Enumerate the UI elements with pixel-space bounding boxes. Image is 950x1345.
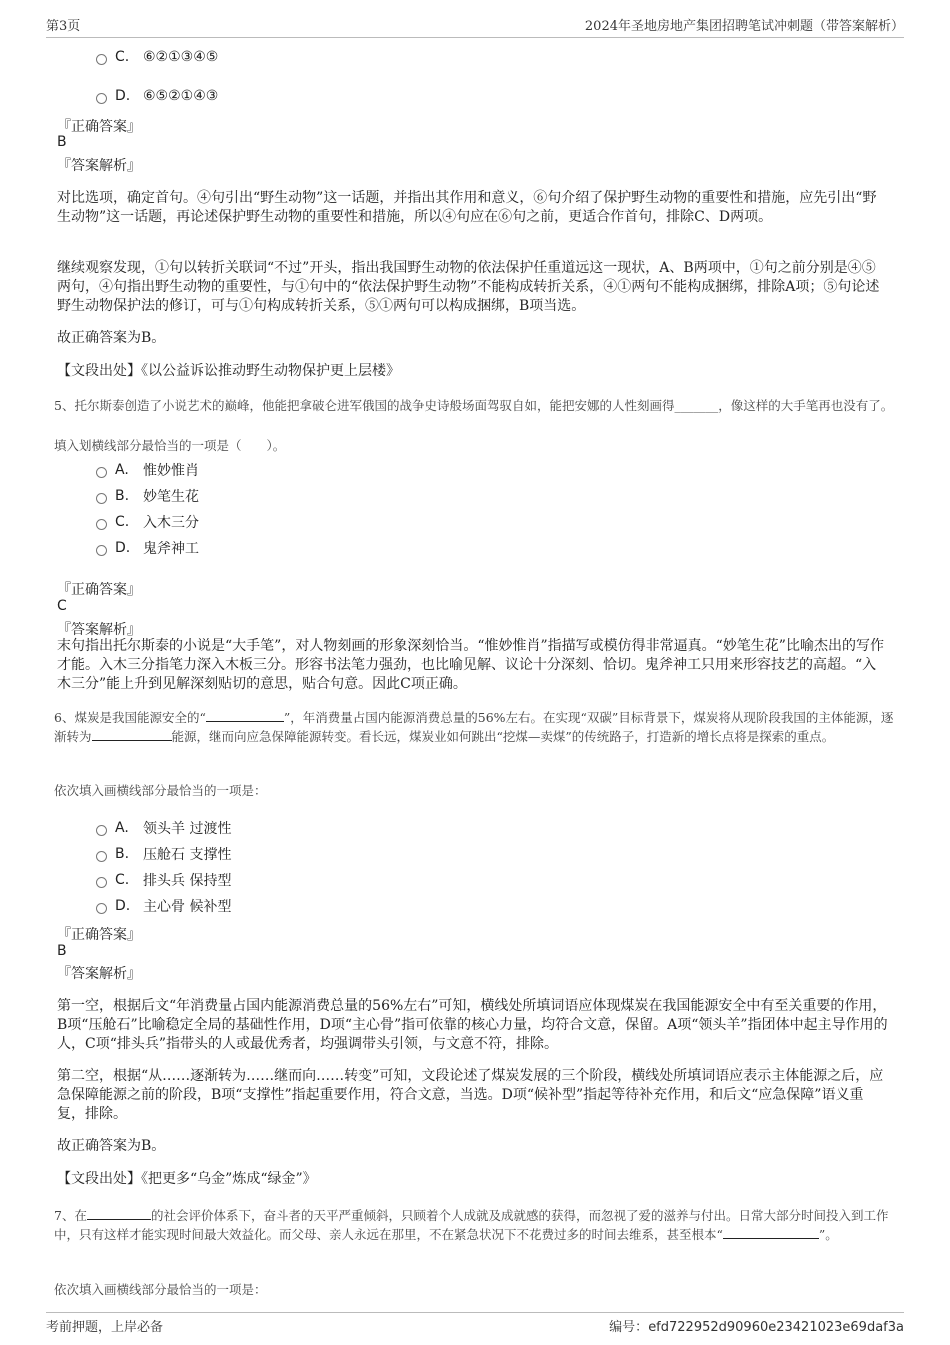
q5-option-d[interactable]: D. 鬼斧神工 xyxy=(96,538,199,558)
document-code: 编号：efd722952d90960e23421023e69daf3a xyxy=(609,1320,904,1335)
page-number: 第3页 xyxy=(46,19,81,34)
radio-icon[interactable] xyxy=(96,519,107,530)
radio-icon[interactable] xyxy=(96,54,107,65)
q5-option-a[interactable]: A. 惟妙惟肖 xyxy=(96,460,199,480)
q4-option-c[interactable]: C. ⑥②①③④⑤ xyxy=(96,49,218,65)
q4-answer-label: 『正确答案』 xyxy=(57,119,141,135)
q6-source xyxy=(57,1170,889,1189)
q4-option-d[interactable]: D. ⑥⑤②①④③ xyxy=(96,88,218,104)
q6-blank-2 xyxy=(92,727,172,741)
q5-blank: _______ xyxy=(674,398,719,413)
radio-icon[interactable] xyxy=(96,545,107,556)
q5-analysis: 末句指出托尔斯泰的小说是“大手笔”，对人物刻画的形象深刻恰当。“惟妙惟肖”指描写或模仿得非常逼真。“妙笔生花”比喻杰出的写作才能。入木三分指笔力深入木板三分。形容书法笔力强劲，也比喻见解、议论十分深刻、恰切。鬼斧神工只用来形容技艺的高超。“入木三分”能上升到见解深刻贴切的意思，贴合句意。因此C项正确。 xyxy=(57,638,884,692)
q6-answer: B xyxy=(57,943,67,959)
q6-prompt: 依次填入画横线部分最恰当的一项是： xyxy=(54,783,267,798)
radio-icon[interactable] xyxy=(96,903,107,914)
source-label: 【文段出处】 xyxy=(57,1171,141,1187)
q6-analysis-p2: 第二空，根据“从……逐渐转为……继而向……转变”可知，文段论述了煤炭发展的三个阶段，横线处所填词语应表示主体能源之后，应急保障能源之前的阶段，B项“支撑性”指起重要作用，符合文意，当选。D项“候补型”指起等待补充作用，和后文“应急保障”语义重复，排除。 xyxy=(57,1068,884,1122)
radio-icon[interactable] xyxy=(96,877,107,888)
q5-stem: 5、托尔斯泰创造了小说艺术的巅峰，他能把拿破仑进军俄国的战争史诗般场面驾驭自如，能把安娜的人性刻画得_______，像这样的大手笔再也没有了。 xyxy=(54,398,894,413)
q6-answer-label: 『正确答案』 xyxy=(57,927,141,943)
q6-analysis-p1: 第一空，根据后文“年消费量占国内能源消费总量的56%左右”可知，横线处所填词语应体现煤炭在我国能源安全中有至关重要的作用，B项“压舱石”比喻稳定全局的基础性作用，D项“主心骨”指可依靠的核心力量，均符合文意，保留。A项“领头羊”指团体中起主导作用的人，C项“排头兵”指带头的人或最优秀者，均强调带头引领，与文意不符，排除。 xyxy=(57,998,888,1052)
q7-prompt: 依次填入画横线部分最恰当的一项是： xyxy=(54,1282,267,1297)
q4-analysis-p1: 对比选项，确定首句。④句引出“野生动物”这一话题，并指出其作用和意义，⑥句介绍了保护野生动物的重要性和措施，应先引出“野生动物”这一话题，再论述保护野生动物的重要性和措施，所以④句应在⑥句之前，更适合作首句，排除C、D两项。 xyxy=(57,190,877,225)
q5-analysis-label: 『答案解析』 xyxy=(57,622,141,638)
radio-icon[interactable] xyxy=(96,493,107,504)
q5-option-b[interactable]: B. 妙笔生花 xyxy=(96,486,199,506)
q4-source xyxy=(57,362,889,381)
q7-blank-2 xyxy=(723,1225,819,1239)
q7-blank-1 xyxy=(87,1206,151,1220)
q7-stem: 7、在 的社会评价体系下，奋斗者的天平严重倾斜，只顾着个人成就及成就感的获得，而忽视了爱的滋养与付出。日常大部分时间投入到工作中，只有这样才能实现时间最大效益化。而父母、亲人永远在那里，不在紧急状况下不花费过多的时间去维系，甚至根本“ ”。 xyxy=(54,1208,889,1242)
q4-analysis-p3: 故正确答案为B。 xyxy=(57,330,166,346)
source-label: 【文段出处】 xyxy=(57,363,141,379)
q6-option-a[interactable]: A. 领头羊 过渡性 xyxy=(96,818,231,838)
q6-blank-1 xyxy=(206,708,284,722)
footer-slogan: 考前押题，上岸必备 xyxy=(46,1320,164,1335)
q6-stem: 6、煤炭是我国能源安全的“ ”，年消费量占国内能源消费总量的56%左右。在实现“双碳”目标背景下，煤炭将从现阶段我国的主体能源，逐渐转为 能源，继而向应急保障能源转变。看长远，煤炭业如何跳出“挖煤—卖煤”的传统路子，打造新的增长点将是探索的重点。 xyxy=(54,710,894,744)
source-title: 《把更多“乌金”炼成“绿金”》 xyxy=(141,1171,317,1187)
page-header xyxy=(46,14,904,38)
document-title: 2024年圣地房地产集团招聘笔试冲刺题（带答案解析） xyxy=(584,19,904,34)
q6-analysis-p3: 故正确答案为B。 xyxy=(57,1138,166,1154)
radio-icon[interactable] xyxy=(96,825,107,836)
q5-answer-label: 『正确答案』 xyxy=(57,582,141,598)
q6-option-b[interactable]: B. 压舱石 支撑性 xyxy=(96,844,231,864)
q6-analysis-label: 『答案解析』 xyxy=(57,966,141,982)
radio-icon[interactable] xyxy=(96,851,107,862)
q5-prompt: 填入划横线部分最恰当的一项是（ ）。 xyxy=(54,438,286,453)
q5-option-c[interactable]: C. 入木三分 xyxy=(96,512,199,532)
q5-answer: C xyxy=(57,598,67,614)
q6-option-c[interactable]: C. 排头兵 保持型 xyxy=(96,870,231,890)
radio-icon[interactable] xyxy=(96,467,107,478)
q6-option-d[interactable]: D. 主心骨 候补型 xyxy=(96,896,231,916)
q4-analysis-label: 『答案解析』 xyxy=(57,158,141,174)
source-title: 《以公益诉讼推动野生动物保护更上层楼》 xyxy=(141,363,400,379)
q4-answer: B xyxy=(57,134,67,150)
page-footer xyxy=(46,1312,904,1335)
radio-icon[interactable] xyxy=(96,93,107,104)
q4-analysis-p2: 继续观察发现，①句以转折关联词“不过”开头，指出我国野生动物的依法保护任重道远这一现状，A、B两项中，①句之前分别是④⑤两句，④句指出野生动物的重要性，与①句中的“依法保护野生动物”不能构成转折关系，④①两句不能构成捆绑，排除A项；⑤句论述野生动物保护法的修订，可与①句构成转折关系，⑤①两句可以构成捆绑，B项当选。 xyxy=(57,260,880,314)
